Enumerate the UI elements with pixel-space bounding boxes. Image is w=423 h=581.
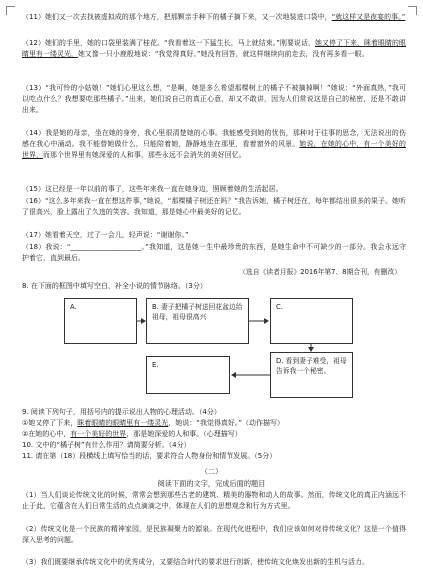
paragraph-16: （16）“这么多年来我一直在想这件事，”她说，“那棵橘子树还在吗？”我告诉她，橘子树还在，每年都结出很多的果子。她听了很高兴，脸上露出了久违的笑容。我知道，那是她心中最美好的记忆。 [22, 197, 406, 217]
question-9: 9. 阅读下列句子，用括号内的提示说出人物的心理活动。（4分） [22, 408, 221, 416]
crop-mark-left [6, 6, 15, 15]
flow-box-a: A. [64, 298, 137, 344]
paragraph-13: （13）“我可怜的小姑娘！”她们心里这么想，“是啊，她是多么希望那棵树上的橘子不被摘掉啊！”她说：“外面真热，”我可以吃点什么？我想要吃那些橘子。”出来，她们说自己的真正心意，却又不敢讲，因为人们常说这是自己的秘密，还是不敢讲出来。 [22, 84, 406, 115]
paragraph-17: （17）她看着天空，过了一会儿，轻声说：“谢谢你。” [22, 231, 189, 239]
essay-paragraph-1: （1）当人们谈论传统文化的时候，常常会想到那些古老的建筑、精美的器物和动人的故事。然而，传统文化的真正内涵远不止于此，它蕴含在人们日常生活的点点滴滴之中，体现在人们的思想观念和行为方式里。 [22, 491, 406, 511]
paragraph-14: （14）我是她的母亲，坐在她的身旁，我心里很清楚她的心事。我能感受到她的忧伤，那种对于往事的思念，无法说出的伤感在我心中涌动。我不能替她做什么，只能陪着她，静静地坐在那里，看着窗外的风景。她说，在她的心中，有一个美好的世界，而那个世界里有她深爱的人和事，那些永远不会消失的美好回忆。 [22, 129, 406, 160]
crop-mark-right [408, 6, 417, 15]
essay-paragraph-2: （2）传统文化是一个民族的精神家园，是民族凝聚力的源泉。在现代化进程中，我们应该如何对待传统文化？这是一个值得深入思考的问题。 [22, 525, 406, 545]
question-11: 11. 请在第（18）段横线上填写恰当的话，要求符合人物身份和情节发展。（5分） [22, 452, 277, 460]
flow-box-d: D. 看到妻子难受，祖母告诉我一个秘密。 [270, 352, 353, 398]
flow-box-b: B. 妻子把橘子树送回花盆边给祖母，祖母很高兴 [146, 298, 249, 344]
flow-box-c: C. [270, 298, 353, 344]
paragraph-15: （15）这已经是一年以前的事了，这些年来我一直在她身边，照顾着她的生活起居。 [22, 185, 283, 193]
question-8: 8. 在下面的框图中填写空白，补全小说的情节脉络。（3分） [22, 282, 207, 290]
essay-paragraph-3: （3）我们既要继承传统文化中的优秀成分，又要结合时代的要求进行创新，使传统文化焕发出新的生机与活力。 [22, 558, 370, 566]
paragraph-12: （12）她们的手里，她的口袋里装满了桂花。“我看着这一下猛生长，马上就结束。”刚要说话，她又停了下来，眯着眼睛的眼睛里有一缕灵光，她又像一只小鹿般地说：“我觉得真好。”她没有回答，就这样继续向前走去，没有再多看一眼。 [22, 39, 406, 59]
question-9-item-1: ①她又停了下来，眯着眼睛的眼睛里有一缕灵光，她说：“我觉得真好。”（动作描写） [22, 419, 285, 427]
source-citation: （选自《读者月报》2016年第7、8期合刊，有删改） [239, 268, 401, 276]
paragraph-18: （18）我说：“____________________。”我知道，这是她一生中最珍贵的东西，是她生命中不可缺少的一部分。我会永远守护着它，直到最后。 [22, 243, 406, 263]
section-number: （二） [200, 467, 223, 476]
question-9-item-2: ②在她的心中，有一个美好的世界，那是她深爱的人和事。（心理描写） [22, 430, 242, 438]
question-10: 10. 文中的“橘子树”有什么作用？请简要分析。（4分） [22, 441, 191, 449]
flow-box-e: E. [146, 356, 230, 394]
section-title: 阅读下面的文字，完成后面的题目 [157, 479, 266, 488]
paragraph-11: （11）她们又一次去找被虚拟成的那个地方，把那颗亲手种下的橘子摘下来，又一次地装进口袋中，“就这样又是夜宴的事。” [22, 13, 406, 21]
